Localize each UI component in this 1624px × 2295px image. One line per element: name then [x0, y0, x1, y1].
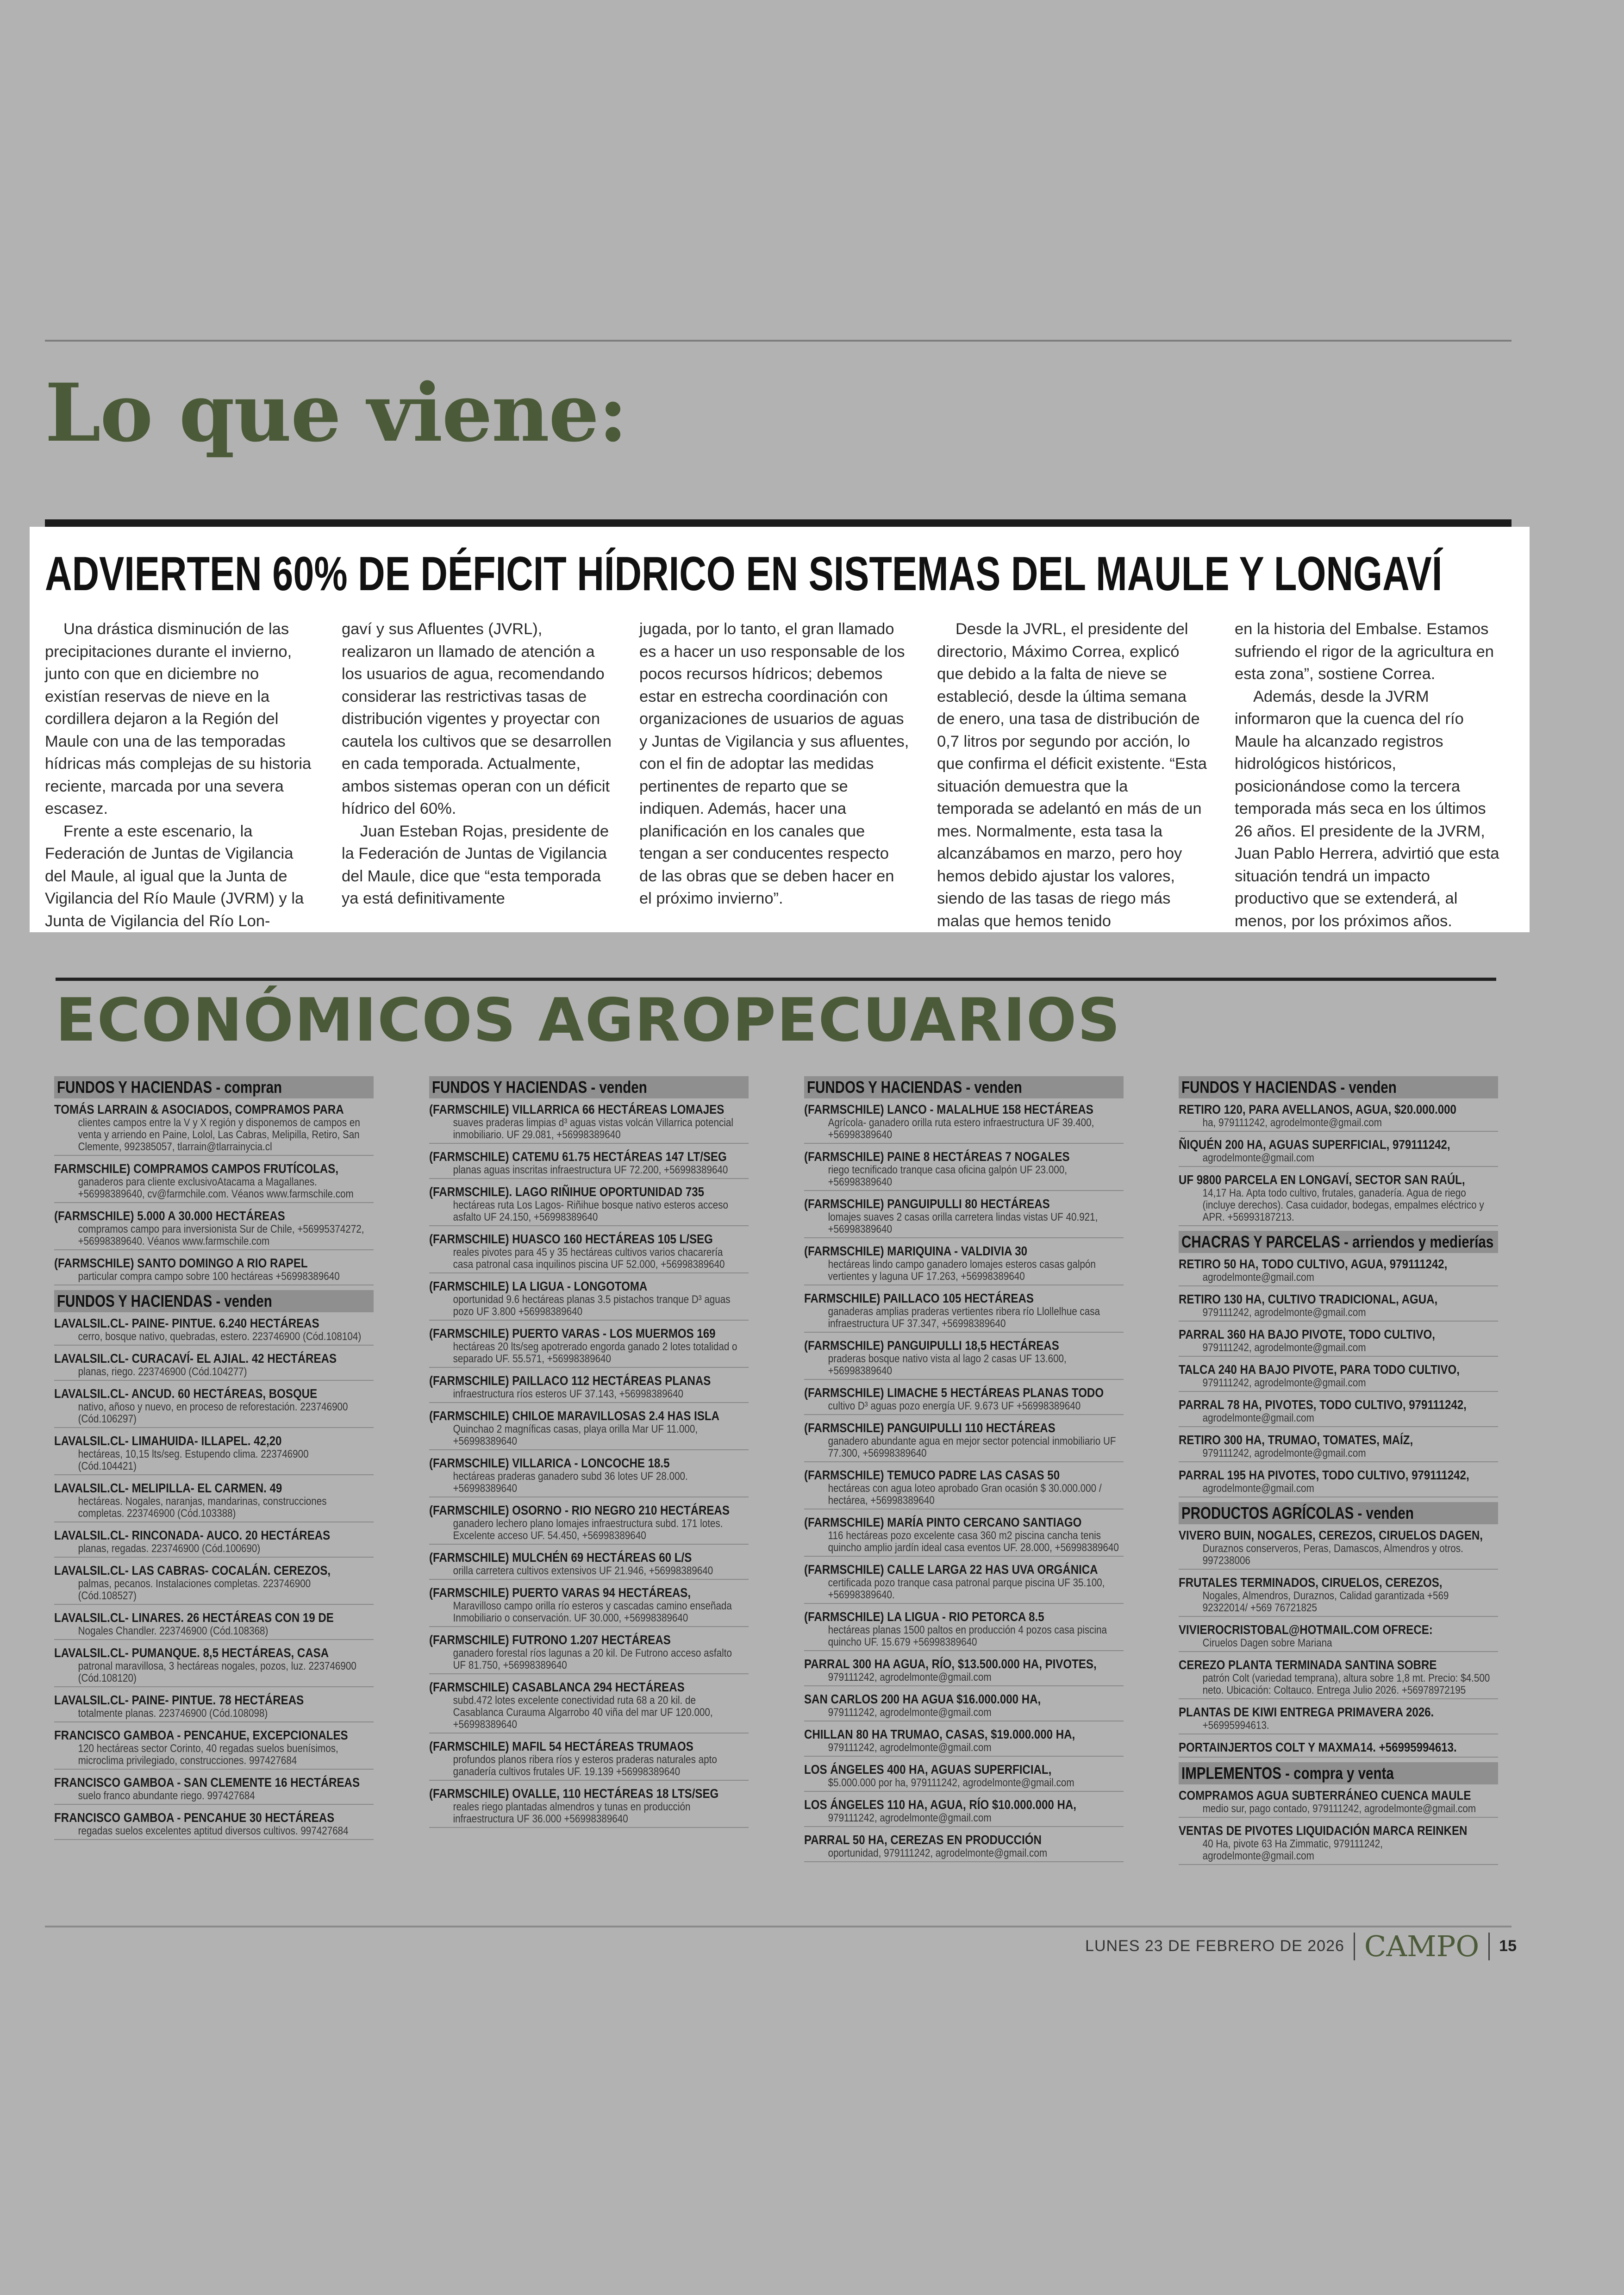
ad-body: hectáreas lindo campo ganadero lomajes esteros casas galpón vertientes y laguna UF 17.263, +56998389640	[828, 1258, 1096, 1283]
ad-title: FARMSCHILE) COMPRAMOS CAMPOS FRUTÍCOLAS,	[54, 1161, 339, 1176]
ad-title: LOS ÁNGELES 400 HA, AGUAS SUPERFICIAL,	[804, 1762, 1052, 1777]
ad-title: (FARMSCHILE). LAGO RIÑIHUE OPORTUNIDAD 735	[429, 1185, 705, 1199]
ad-title: LAVALSIL.CL- MELIPILLA- EL CARMEN. 49	[54, 1481, 282, 1495]
category-label: FUNDOS Y HACIENDAS - venden	[1181, 1078, 1397, 1097]
ad-body: certificada pozo tranque casa patronal parque piscina UF 35.100, +56998389640.	[828, 1577, 1105, 1601]
classifieds-column	[429, 1076, 749, 1833]
category-label: FUNDOS Y HACIENDAS - compran	[57, 1078, 282, 1097]
article-paragraph: Frente a este escenario, la Federación de Juntas de Vigilancia del Maule, al igual que la Junta de Vigilancia del Río Maule (JVRM) y la Junta de Vigilancia del Río Lon-	[45, 822, 304, 930]
ad-title: (FARMSCHILE) OSORNO - RIO NEGRO 210 HECTÁREAS	[429, 1503, 730, 1517]
classified-ad	[1179, 1291, 1498, 1322]
ad-body: planas, regadas. 223746900 (Cód.100690)	[78, 1542, 261, 1555]
ad-body: hectáreas praderas ganadero subd 36 lotes UF 28.000. +56998389640	[453, 1470, 688, 1495]
ad-title: (FARMSCHILE) HUASCO 160 HECTÁREAS 105 L/SEG	[429, 1232, 713, 1246]
classified-ad	[54, 1480, 374, 1522]
footer-separator	[1488, 1933, 1490, 1960]
classified-ad	[429, 1502, 749, 1545]
ad-body: Agrícola- ganadero orilla ruta estero infraestructura UF 39.400, +56998389640	[828, 1116, 1094, 1141]
classified-ad	[429, 1455, 749, 1497]
ad-title: PLANTAS DE KIWI ENTREGA PRIMAVERA 2026.	[1179, 1705, 1434, 1719]
ad-body: orilla carretera cultivos extensivos UF 21.946, +56998389640	[453, 1565, 713, 1577]
classifieds-column	[804, 1076, 1124, 1867]
classified-category-header	[54, 1290, 374, 1312]
ad-body: hectáreas ruta Los Lagos- Riñihue bosque nativo esteros acceso asfalto UF 24.150, +56998389640	[453, 1199, 728, 1223]
classified-ad	[1179, 1361, 1498, 1392]
ad-title: LAVALSIL.CL- LAS CABRAS- COCALÁN. CEREZOS,	[54, 1563, 331, 1578]
ad-body: ha, 979111242, agrodelmonte@gmail.com	[1202, 1116, 1382, 1129]
classified-ad	[1179, 1326, 1498, 1357]
ad-body: oportunidad 9.6 hectáreas planas 3.5 pistachos tranque D³ aguas pozo UF 3.800 +56998389640	[453, 1293, 731, 1318]
ad-title: (FARMSCHILE) CHILOE MARAVILLOSAS 2.4 HAS ISLA	[429, 1409, 720, 1423]
category-label: FUNDOS Y HACIENDAS - venden	[432, 1078, 647, 1097]
classified-ad	[1179, 1467, 1498, 1497]
classified-ad	[429, 1584, 749, 1627]
ad-body: oportunidad, 979111242, agrodelmonte@gmail.com	[828, 1847, 1048, 1859]
classified-ad	[804, 1467, 1124, 1509]
classified-ad	[804, 1761, 1124, 1792]
classified-category-header	[1179, 1231, 1498, 1253]
classified-ad	[804, 1796, 1124, 1827]
classified-ad	[429, 1148, 749, 1179]
ad-title: (FARMSCHILE) LANCO - MALALHUE 158 HECTÁREAS	[804, 1102, 1093, 1116]
ad-title: PARRAL 50 HA, CEREZAS EN PRODUCCIÓN	[804, 1833, 1042, 1847]
ad-title: (FARMSCHILE) CALLE LARGA 22 HAS UVA ORGÁNICA	[804, 1562, 1098, 1577]
ad-title: LAVALSIL.CL- PAINE- PINTUE. 6.240 HECTÁREAS	[54, 1316, 319, 1330]
classified-ad	[429, 1184, 749, 1226]
classified-ad	[54, 1160, 374, 1203]
classified-ad	[54, 1645, 374, 1687]
classified-ad	[1179, 1397, 1498, 1427]
classified-ad	[1179, 1621, 1498, 1652]
ad-body: suelo franco abundante riego. 997427684	[78, 1790, 255, 1802]
ad-body: nativo, añoso y nuevo, en proceso de reforestación. 223746900 (Cód.106297)	[78, 1401, 348, 1425]
article-column	[342, 618, 612, 910]
ad-body: Duraznos conserveros, Peras, Damascos, Almendros y otros. 997238006	[1202, 1542, 1463, 1567]
ad-body: Nogales, Almendros, Duraznos, Calidad garantizada +569 92322014/ +569 76721825	[1202, 1590, 1449, 1614]
classified-category-header	[1179, 1502, 1498, 1524]
ad-body: Nogales Chandler. 223746900 (Cód.108368)	[78, 1625, 269, 1637]
ad-title: PORTAINJERTOS COLT Y MAXMA14. +56995994613.	[1179, 1740, 1457, 1754]
classified-ad	[429, 1278, 749, 1321]
ad-body: reales pivotes para 45 y 35 hectáreas cultivos varios chacarería casa patronal casa inquilinos piscina UF 52.000, +56998389640	[453, 1246, 725, 1271]
ad-body: lomajes suaves 2 casas orilla carretera lindas vistas UF 40.921, +56998389640	[828, 1211, 1098, 1235]
ad-title: (FARMSCHILE) VILLARRICA 66 HECTÁREAS LOMAJES	[429, 1102, 725, 1116]
ad-body: planas aguas inscritas infraestructura UF 72.200, +56998389640	[453, 1164, 728, 1176]
ad-title: FARMSCHILE) PAILLACO 105 HECTÁREAS	[804, 1291, 1034, 1305]
ad-title: (FARMSCHILE) CASABLANCA 294 HECTÁREAS	[429, 1680, 685, 1694]
category-label: PRODUCTOS AGRÍCOLAS - venden	[1181, 1503, 1414, 1522]
ad-body: 979111242, agrodelmonte@gmail.com	[1202, 1306, 1366, 1319]
ad-body: hectáreas planas 1500 paltos en producción 4 pozos casa piscina quincho UF. 15.679 +56998389640	[828, 1624, 1107, 1648]
article-paragraph: Juan Esteban Rojas, presidente de la Federación de Juntas de Vigilancia del Maule, dice que “esta temporada ya está definitivamente	[342, 822, 609, 907]
ad-title: PARRAL 195 HA PIVOTES, TODO CULTIVO, 979111242,	[1179, 1468, 1469, 1482]
category-label: FUNDOS Y HACIENDAS - venden	[57, 1291, 272, 1310]
article-column	[639, 618, 910, 910]
ad-body: patronal maravillosa, 3 hectáreas nogales, pozos, luz. 223746900 (Cód.108120)	[78, 1660, 356, 1684]
ad-title: (FARMSCHILE) CATEMU 61.75 HECTÁREAS 147 LT/SEG	[429, 1149, 727, 1164]
ad-title: RETIRO 50 HA, TODO CULTIVO, AGUA, 979111242,	[1179, 1257, 1448, 1271]
ad-body: riego tecnificado tranque casa oficina galpón UF 23.000, +56998389640	[828, 1164, 1067, 1188]
article-paragraph: jugada, por lo tanto, el gran llamado es a hacer un uso responsable de los pocos recursos hídricos; debemos estar en estrecha coordinación con organizaciones de usuarios de aguas y Juntas de Vigilancia y sus afluentes, con el fin de adoptar las medidas pertinentes de reparto que se indiquen. Además, hacer una planificación en los canales que tengan a ser conducentes respecto de las obras que se deben hacer en el próximo invierno”.	[639, 620, 909, 907]
classified-ad	[429, 1325, 749, 1368]
ad-body: $5.000.000 por ha, 979111242, agrodelmonte@gmail.com	[828, 1777, 1074, 1789]
footer-separator	[1354, 1933, 1355, 1960]
news-article	[30, 527, 1530, 932]
classified-ad	[1179, 1739, 1498, 1758]
footer-date: LUNES 23 DE FEBRERO DE 2026	[1085, 1937, 1344, 1955]
classified-ad	[804, 1384, 1124, 1415]
ad-title: LOS ÁNGELES 110 HA, AGUA, RÍO $10.000.000 HA,	[804, 1797, 1076, 1812]
classified-ad	[54, 1727, 374, 1770]
classified-ad	[54, 1809, 374, 1840]
classified-category-header	[1179, 1076, 1498, 1098]
ad-body: 979111242, agrodelmonte@gmail.com	[1202, 1341, 1366, 1354]
classified-ad	[54, 1692, 374, 1722]
classifieds-column	[54, 1076, 374, 1845]
ad-title: (FARMSCHILE) PUERTO VARAS 94 HECTÁREAS,	[429, 1585, 691, 1600]
ad-body: cerro, bosque nativo, quebradas, estero. 223746900 (Cód.108104)	[78, 1330, 362, 1343]
classified-ad	[54, 1385, 374, 1428]
ad-body: 979111242, agrodelmonte@gmail.com	[828, 1706, 992, 1719]
ad-title: LAVALSIL.CL- ANCUD. 60 HECTÁREAS, BOSQUE	[54, 1386, 318, 1401]
ad-title: LAVALSIL.CL- LINARES. 26 HECTÁREAS CON 19 DE	[54, 1610, 334, 1625]
ad-body: 979111242, agrodelmonte@gmail.com	[1202, 1447, 1366, 1459]
classified-ad	[429, 1785, 749, 1828]
classified-ad	[54, 1101, 374, 1156]
classifieds-title: ECONÓMICOS AGROPECUARIOS	[56, 986, 1121, 1055]
ad-title: (FARMSCHILE) SANTO DOMINGO A RIO RAPEL	[54, 1256, 308, 1270]
ad-title: PARRAL 78 HA, PIVOTES, TODO CULTIVO, 979111242,	[1179, 1397, 1467, 1412]
classified-ad	[804, 1148, 1124, 1191]
ad-title: LAVALSIL.CL- LIMAHUIDA- ILLAPEL. 42,20	[54, 1434, 282, 1448]
ad-title: (FARMSCHILE) FUTRONO 1.207 HECTÁREAS	[429, 1633, 671, 1647]
ad-body: profundos planos ribera ríos y esteros praderas naturales apto ganadería cultivos frutales UF. 19.139 +56998389640	[453, 1753, 717, 1778]
ad-body: ganadero abundante agua en mejor sector potencial inmobiliario UF 77.300, +56998389640	[828, 1435, 1116, 1459]
ad-title: VENTAS DE PIVOTES LIQUIDACIÓN MARCA REINKEN	[1179, 1823, 1468, 1838]
ad-body: Ciruelos Dagen sobre Mariana	[1202, 1637, 1332, 1649]
ad-title: VIVIEROCRISTOBAL@HOTMAIL.COM OFRECE:	[1179, 1622, 1433, 1637]
page-footer	[1085, 1929, 1517, 1963]
ad-body: totalmente planas. 223746900 (Cód.108098)	[78, 1707, 268, 1720]
ad-title: (FARMSCHILE) PAINE 8 HECTÁREAS 7 NOGALES	[804, 1149, 1070, 1164]
ad-body: 116 hectáreas pozo excelente casa 360 m2 piscina cancha tenis quincho amplio jardín ideal casa eventos UF. 28.000, +56998389640	[828, 1529, 1119, 1554]
ad-body: hectáreas con agua loteo aprobado Gran ocasión $ 30.000.000 / hectárea, +56998389640	[828, 1482, 1102, 1507]
ad-title: LAVALSIL.CL- CURACAVÍ- EL AJIAL. 42 HECTÁREAS	[54, 1351, 337, 1366]
ad-body: subd.472 lotes excelente conectividad ruta 68 a 20 kil. de Casablanca Curaumа Algarrobo 40 viña del mar UF 120.000, +56998389640	[453, 1694, 713, 1731]
classified-ad	[54, 1774, 374, 1805]
ad-title: (FARMSCHILE) 5.000 A 30.000 HECTÁREAS	[54, 1209, 285, 1223]
classified-ad	[54, 1208, 374, 1250]
article-paragraph: Desde la JVRL, el presidente del directorio, Máximo Correa, explicó que debido a la falta de nieve se estableció, desde la última semana de enero, una tasa de distribución de 0,7 litros por segundo por acción, lo que confirma el déficit existente. “Esta situación demuestra que la temporada se adelantó en más de un mes. Normalmente, esta tasa la alcanzábamos en marzo, pero hoy hemos debido ajustar los valores, siendo de las tasas de riego más malas que hemos tenido	[937, 620, 1207, 930]
ad-title: (FARMSCHILE) MARIQUINA - VALDIVIA 30	[804, 1244, 1028, 1258]
classified-ad	[54, 1350, 374, 1381]
ad-body: agrodelmonte@gmail.com	[1202, 1482, 1314, 1495]
classified-ad	[1179, 1704, 1498, 1734]
ad-body: medio sur, pago contado, 979111242, agrodelmonte@gmail.com	[1202, 1802, 1476, 1815]
ad-title: (FARMSCHILE) MAFIL 54 HECTÁREAS TRUMAOS	[429, 1739, 693, 1753]
classified-ad	[804, 1832, 1124, 1862]
ad-body: praderas bosque nativo vista al lago 2 casas UF 13.600, +56998389640	[828, 1353, 1067, 1377]
classified-ad	[1179, 1787, 1498, 1818]
ad-body: 979111242, agrodelmonte@gmail.com	[828, 1741, 992, 1754]
footer-section-name: CAMPO	[1364, 1929, 1480, 1963]
ad-title: (FARMSCHILE) MARÍA PINTO CERCANO SANTIAGO	[804, 1515, 1082, 1529]
ad-body: compramos campo para inversionista Sur de Chile, +56995374272, +56998389640. Véanos www.farmschile.com	[78, 1223, 364, 1247]
ad-body: ganadero forestal ríos lagunas a 20 kil. De Futrono acceso asfalto UF 81.750, +56998389640	[453, 1647, 732, 1671]
ad-title: CEREZO PLANTA TERMINADA SANTINA SOBRE	[1179, 1658, 1437, 1672]
classified-ad	[429, 1408, 749, 1450]
ad-title: (FARMSCHILE) OVALLE, 110 HECTÁREAS 18 LTS/SEG	[429, 1786, 719, 1801]
ad-body: +56995994613.	[1202, 1719, 1269, 1732]
ad-body: agrodelmonte@gmail.com	[1202, 1152, 1314, 1164]
classified-ad	[804, 1101, 1124, 1144]
classified-ad	[804, 1420, 1124, 1462]
classified-ad	[1179, 1657, 1498, 1699]
ad-title: (FARMSCHILE) TEMUCO PADRE LAS CASAS 50	[804, 1468, 1060, 1482]
ad-title: (FARMSCHILE) LA LIGUA - LONGOTOMA	[429, 1279, 648, 1293]
ad-body: regadas suelos excelentes aptitud diversos cultivos. 997427684	[78, 1825, 349, 1837]
ad-title: FRANCISCO GAMBOA - PENCAHUE, EXCEPCIONALES	[54, 1728, 348, 1742]
ad-body: ganaderos para cliente exclusivoAtacama a Magallanes. +56998389640, cv@farmchile.com. Véanos www.farmschile.com	[78, 1176, 354, 1200]
ad-title: COMPRAMOS AGUA SUBTERRÁNEO CUENCA MAULE	[1179, 1788, 1471, 1802]
classified-ad	[429, 1101, 749, 1144]
ad-title: VIVERO BUIN, NOGALES, CEREZOS, CIRUELOS DAGEN,	[1179, 1528, 1483, 1542]
ad-title: TOMÁS LARRAIN & ASOCIADOS, COMPRAMOS PARA	[54, 1102, 344, 1116]
ad-title: (FARMSCHILE) PAILLACO 112 HECTÁREAS PLANAS	[429, 1373, 711, 1388]
ad-body: reales riego plantadas almendros y tunas en producción infraestructura UF 36.000 +56998389640	[453, 1801, 691, 1825]
category-label: FUNDOS Y HACIENDAS - venden	[807, 1078, 1022, 1097]
classified-ad	[54, 1527, 374, 1558]
classified-ad	[804, 1691, 1124, 1721]
ad-body: particular compra campo sobre 100 hectáreas +56998389640	[78, 1270, 340, 1283]
category-label: CHACRAS Y PARCELAS - arriendos y medierías	[1181, 1232, 1494, 1251]
footer-divider	[45, 1926, 1512, 1927]
ad-body: agrodelmonte@gmail.com	[1202, 1271, 1314, 1284]
ad-body: hectáreas, 10,15 lts/seg. Estupendo clima. 223746900 (Cód.104421)	[78, 1448, 309, 1472]
ad-body: hectáreas 20 lts/seg apotrerado engorda ganado 2 lotes totalidad o separado UF. 55.571, +56998389640	[453, 1341, 737, 1365]
ad-body: cultivo D³ aguas pozo energía UF. 9.673 UF +56998389640	[828, 1400, 1081, 1412]
ad-title: RETIRO 300 HA, TRUMAO, TOMATES, MAÍZ,	[1179, 1433, 1413, 1447]
ad-title: (FARMSCHILE) PANGUIPULLI 18,5 HECTÁREAS	[804, 1338, 1059, 1353]
ad-title: (FARMSCHILE) MULCHÉN 69 HECTÁREAS 60 L/S	[429, 1550, 692, 1565]
classified-category-header	[1179, 1762, 1498, 1784]
ad-body: infraestructura ríos esteros UF 37.143, +56998389640	[453, 1388, 683, 1400]
classified-ad	[804, 1726, 1124, 1757]
classified-ad	[1179, 1101, 1498, 1132]
ad-title: LAVALSIL.CL- PUMANQUE. 8,5 HECTÁREAS, CASA	[54, 1646, 329, 1660]
page-number: 15	[1499, 1937, 1517, 1955]
classified-ad	[429, 1738, 749, 1781]
classified-ad	[1179, 1432, 1498, 1462]
article-paragraph: Una drástica disminución de las precipitaciones durante el invierno, junto con que en diciembre no existían reservas de nieve en la cordillera dejaron a la Región del Maule con una de las temporadas hídricas más complejas de su historia reciente, marcada por una severa escasez.	[45, 620, 312, 817]
classifieds-column	[1179, 1076, 1498, 1870]
classified-ad	[429, 1679, 749, 1734]
top-divider	[45, 340, 1512, 342]
ad-title: TALCA 240 HA BAJO PIVOTE, PARA TODO CULTIVO,	[1179, 1362, 1460, 1377]
classified-ad	[804, 1561, 1124, 1604]
classified-ad	[429, 1549, 749, 1580]
classified-ad	[54, 1433, 374, 1475]
ad-body: suaves praderas limpias d³ aguas vistas volcán Villarrica potencial inmobiliario. UF 29.081, +56998389640	[453, 1116, 733, 1141]
classified-category-header	[429, 1076, 749, 1098]
ad-title: SAN CARLOS 200 HA AGUA $16.000.000 HA,	[804, 1692, 1041, 1706]
ad-title: FRANCISCO GAMBOA - SAN CLEMENTE 16 HECTÁREAS	[54, 1775, 360, 1790]
classifieds-divider	[56, 978, 1496, 981]
ad-body: 979111242, agrodelmonte@gmail.com	[828, 1671, 992, 1684]
article-column	[45, 618, 316, 932]
ad-title: CHILLAN 80 HA TRUMAO, CASAS, $19.000.000 HA,	[804, 1727, 1075, 1741]
ad-title: LAVALSIL.CL- PAINE- PINTUE. 78 HECTÁREAS	[54, 1693, 304, 1707]
ad-body: ganadero lechero plano lomajes infraestructura subd. 171 lotes. Excelente acceso UF. 54.450, +56998389640	[453, 1517, 723, 1542]
ad-body: 120 hectáreas sector Corinto, 40 regadas suelos buenísimos, microclima privilegiado, construcciones. 997427684	[78, 1742, 338, 1767]
classified-ad	[804, 1196, 1124, 1238]
classified-ad	[804, 1243, 1124, 1285]
ad-body: patrón Colt (variedad temprana), altura sobre 1,8 mt. Precio: $4.500 neto. Ubicación: Coltauco. Entrega Julio 2026. +56978972195	[1202, 1672, 1490, 1696]
article-paragraph: en la historia del Embalse. Estamos sufriendo el rigor de la agricultura en esta zona”, sostiene Correa.	[1235, 620, 1494, 683]
article-column	[1235, 618, 1505, 932]
category-label: IMPLEMENTOS - compra y venta	[1181, 1764, 1394, 1783]
classified-ad	[1179, 1574, 1498, 1617]
classified-ad	[54, 1255, 374, 1285]
ad-body: 979111242, agrodelmonte@gmail.com	[828, 1812, 992, 1824]
classified-ad	[804, 1514, 1124, 1557]
ad-title: (FARMSCHILE) LIMACHE 5 HECTÁREAS PLANAS TODO	[804, 1385, 1104, 1400]
ad-title: (FARMSCHILE) PUERTO VARAS - LOS MUERMOS 169	[429, 1326, 716, 1341]
ad-title: (FARMSCHILE) LA LIGUA - RIO PETORCA 8.5	[804, 1609, 1044, 1624]
classified-ad	[54, 1609, 374, 1640]
classified-ad	[804, 1656, 1124, 1686]
ad-title: LAVALSIL.CL- RINCONADA- AUCO. 20 HECTÁREAS	[54, 1528, 331, 1542]
ad-body: ganaderas amplias praderas vertientes ribera río Llollelhue casa infraestructura UF 37.347, +56998389640	[828, 1305, 1100, 1330]
ad-body: Quinchao 2 magníficas casas, playa orilla Mar UF 11.000, +56998389640	[453, 1423, 698, 1447]
classified-ad	[1179, 1256, 1498, 1286]
classified-ad	[54, 1315, 374, 1346]
classified-ad	[1179, 1822, 1498, 1865]
classified-ad	[1179, 1172, 1498, 1226]
ad-title: (FARMSCHILE) VILLARICA - LONCOCHE 18.5	[429, 1456, 670, 1470]
classified-ad	[54, 1562, 374, 1605]
ad-body: agrodelmonte@gmail.com	[1202, 1412, 1314, 1424]
ad-title: PARRAL 360 HA BAJO PIVOTE, TODO CULTIVO,	[1179, 1327, 1435, 1341]
article-column	[937, 618, 1208, 932]
classified-ad	[804, 1290, 1124, 1333]
classified-ad	[804, 1337, 1124, 1380]
classified-ad	[1179, 1527, 1498, 1570]
ad-title: FRANCISCO GAMBOA - PENCAHUE 30 HECTÁREAS	[54, 1810, 335, 1825]
ad-body: clientes campos entre la V y X región y disponemos de campos en venta y arriendo en Paine, Lolol, Las Cabras, Melipilla, Retiro, San Clemente, 992385057, tlarrain@tlarrainycia.cl	[78, 1116, 360, 1153]
ad-body: 40 Ha, pivote 63 Ha Zimmatic, 979111242, agrodelmonte@gmail.com	[1202, 1838, 1383, 1862]
ad-title: ÑIQUÉN 200 HA, AGUAS SUPERFICIAL, 979111242,	[1179, 1137, 1450, 1152]
ad-body: 979111242, agrodelmonte@gmail.com	[1202, 1377, 1366, 1389]
ad-title: (FARMSCHILE) PANGUIPULLI 80 HECTÁREAS	[804, 1197, 1050, 1211]
ad-body: palmas, pecanos. Instalaciones completas. 223746900 (Cód.108527)	[78, 1578, 311, 1602]
classified-ad	[804, 1609, 1124, 1651]
classified-category-header	[804, 1076, 1124, 1098]
classified-ad	[1179, 1136, 1498, 1167]
ad-body: planas, riego. 223746900 (Cód.104277)	[78, 1366, 247, 1378]
article-paragraph: gaví y sus Afluentes (JVRL), realizaron un llamado de atención a los usuarios de agua, recomendando considerar las restrictivas tasas de distribución vigentes y proyectar con cautela los cultivos que se desarrollen en cada temporada. Actualmente, ambos sistemas operan con un déficit hídrico del 60%.	[342, 620, 612, 817]
classified-ad	[429, 1372, 749, 1403]
article-paragraph: Además, desde la JVRM informaron que la cuenca del río Maule ha alcanzado registros hidrológicos históricos, posicionándose como la tercera temporada más seca en los últimos 26 años. El presidente de la JVRM, Juan Pablo Herrera, advirtió que esta situación tendrá un impacto productivo que se extenderá, al menos, por los próximos años.	[1235, 687, 1499, 930]
ad-body: 14,17 Ha. Apta todo cultivo, frutales, ganadería. Agua de riego (incluye derechos). Casa cuidador, bodegas, empalmes eléctrico y APR. +56993187213.	[1202, 1187, 1484, 1223]
ad-title: RETIRO 130 HA, CULTIVO TRADICIONAL, AGUA,	[1179, 1292, 1438, 1306]
classified-ad	[429, 1632, 749, 1674]
classified-ad	[429, 1231, 749, 1273]
ad-title: UF 9800 PARCELA EN LONGAVÍ, SECTOR SAN RAÚL,	[1179, 1172, 1465, 1187]
ad-title: FRUTALES TERMINADOS, CIRUELOS, CEREZOS,	[1179, 1575, 1443, 1590]
article-headline: ADVIERTEN 60% DE DÉFICIT HÍDRICO EN SISTEMAS DEL MAULE Y LONGAVÍ	[45, 547, 1443, 601]
ad-title: PARRAL 300 HA AGUA, RÍO, $13.500.000 HA, PIVOTES,	[804, 1657, 1097, 1671]
ad-title: RETIRO 120, PARA AVELLANOS, AGUA, $20.000.000	[1179, 1102, 1456, 1116]
ad-title: (FARMSCHILE) PANGUIPULLI 110 HECTÁREAS	[804, 1421, 1056, 1435]
ad-body: Maravilloso campo orilla río esteros y cascadas camino enseñada Inmobiliario o conservación. UF 30.000, +56998389640	[453, 1600, 732, 1624]
ad-body: hectáreas. Nogales, naranjas, mandarinas, construcciones completas. 223746900 (Cód.103388)	[78, 1495, 327, 1520]
classified-category-header	[54, 1076, 374, 1098]
section-title: Lo que viene:	[45, 366, 627, 460]
